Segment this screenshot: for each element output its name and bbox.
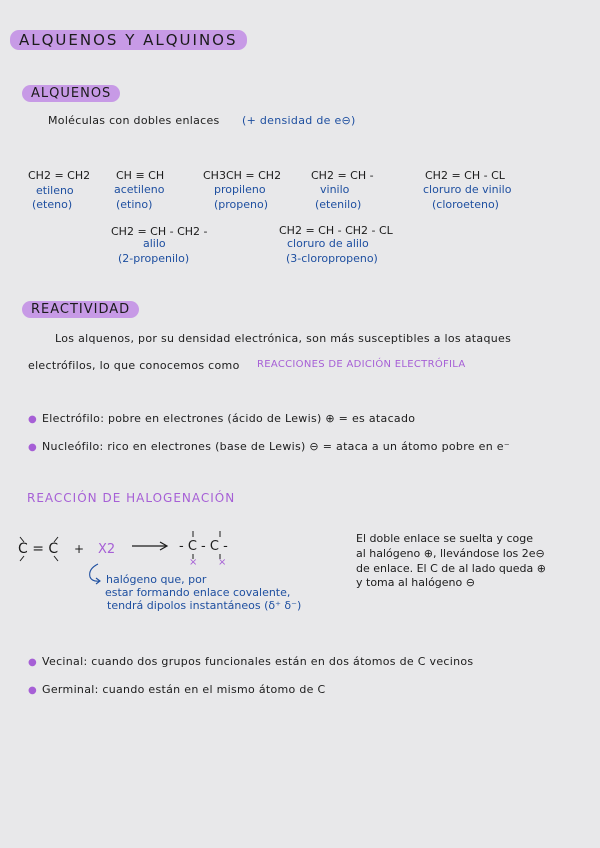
molecule-name: propileno [214,183,266,196]
molecule-alt-name: (cloroeteno) [432,198,499,211]
halogen-note-line: tendrá dipolos instantáneos (δ⁺ δ⁻) [107,599,302,612]
plus-sign: + [74,542,85,556]
halogen-molecule: X2 [98,542,116,557]
bullet-text: Vecinal: cuando dos grupos funcionales están en dos átomos de C vecinos [42,655,474,668]
bullet-text: Germinal: cuando están en el mismo átomo de C [42,683,326,696]
explanation-line: de enlace. El C de al lado queda ⊕ [356,562,546,575]
molecule-formula: CH3CH = CH2 [203,169,282,182]
section-heading-halogenacion: REACCIÓN DE HALOGENACIÓN [27,491,236,505]
molecule-name: vinilo [320,183,350,196]
bullet-dot-icon: ● [28,685,38,696]
bullet-dot-icon: ● [28,414,38,425]
molecule-alt-name: (eteno) [32,198,73,211]
molecule-formula: CH2 = CH - CL [425,169,505,182]
halogen-x-mark: × [189,557,198,568]
bullet-vecinal [28,655,473,668]
molecule-name: acetileno [114,183,165,196]
intro-note: (+ densidad de e⊖) [242,114,356,127]
alkene-substituent-bonds [14,533,64,567]
molecule-name: etileno [36,184,74,197]
molecule-formula: CH2 = CH - CH2 - [111,225,208,238]
bullet-germinal [28,683,326,696]
molecule-formula: CH2 = CH - CH2 - CL [279,224,393,237]
intro-text: Moléculas con dobles enlaces [48,114,220,127]
reactant-alkene: C = C [18,541,59,557]
halogen-note-line: halógeno que, por [106,573,207,586]
reactividad-line-1: Los alquenos, por su densidad electrónica, son más susceptibles a los ataques [55,332,512,345]
bullet-text: Nucleófilo: rico en electrones (base de Lewis) ⊖ = ataca a un átomo pobre en e⁻ [42,440,510,453]
molecule-alt-name: (3-cloropropeno) [286,252,378,265]
bullet-nucleofilo [28,440,510,453]
molecule-alt-name: (etino) [116,198,153,211]
molecule-formula: CH2 = CH - [311,169,374,182]
explanation-line: al halógeno ⊕, llevándose los 2e⊖ [356,547,545,560]
explanation-line: y toma al halógeno ⊖ [356,576,475,589]
page-title: ALQUENOS Y ALQUINOS [10,30,247,50]
bullet-dot-icon: ● [28,442,38,453]
molecule-alt-name: (etenilo) [315,198,362,211]
molecule-alt-name: (2-propenilo) [118,252,190,265]
halogen-note-line: estar formando enlace covalente, [105,586,291,599]
halogen-x-mark: × [218,557,227,568]
molecule-name: alilo [143,237,166,250]
bullet-text: Electrófilo: pobre en electrones (ácido de Lewis) ⊕ = es atacado [42,412,416,425]
molecule-alt-name: (propeno) [214,198,269,211]
reactividad-highlight: REACCIONES DE ADICIÓN ELECTRÓFILA [257,359,466,370]
molecule-name: cloruro de alilo [287,237,369,250]
bullet-electrofilo [28,412,415,425]
reactividad-line-2: electrófilos, lo que conocemos como [28,359,240,372]
section-heading-reactividad: REACTIVIDAD [22,301,139,318]
molecule-formula: CH2 = CH2 [28,169,91,182]
bullet-dot-icon: ● [28,657,38,668]
molecule-name: cloruro de vinilo [423,183,512,196]
explanation-line: El doble enlace se suelta y coge [356,532,533,545]
product-alkane: - C - C - [179,539,228,554]
molecule-formula: CH ≡ CH [116,169,165,182]
reaction-arrow-icon [132,541,172,551]
section-heading-alquenos: ALQUENOS [22,85,120,102]
